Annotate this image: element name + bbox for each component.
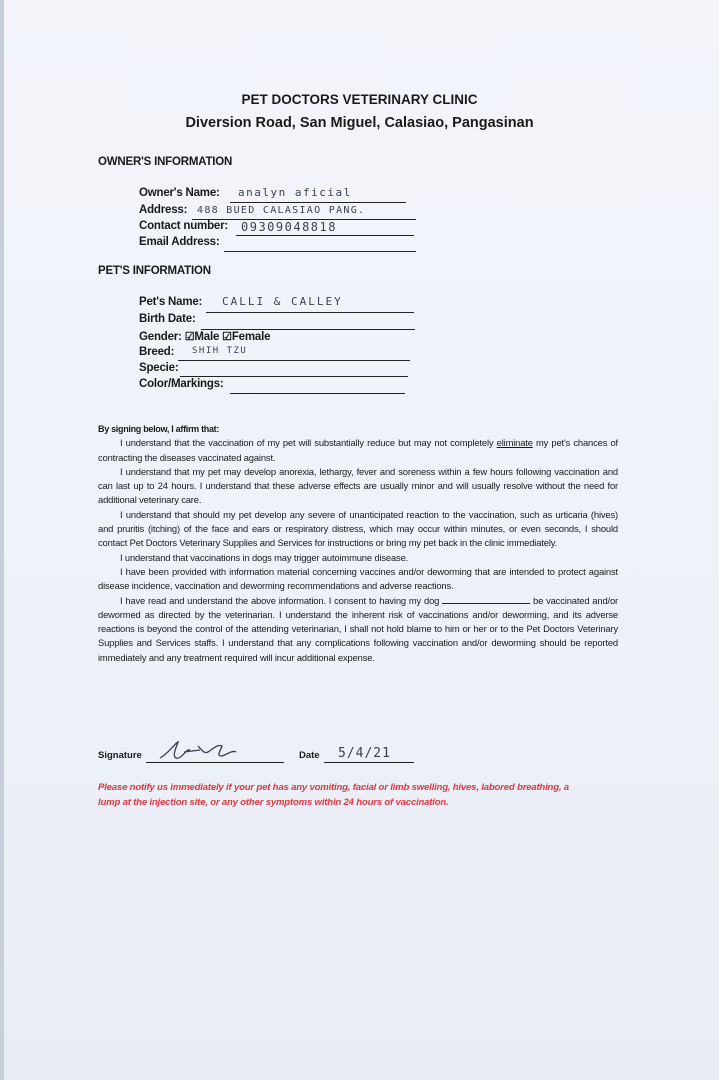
notice-text: Please notify us immediately if your pet has any vomiting, facial or limb swelling, hives, labored breathing, a lump at the injection site, or any other symptoms within 24 hours of vaccination. [98, 782, 569, 808]
birth-date-label: Birth Date: [139, 313, 196, 325]
consent-paragraph-2: I understand that my pet may develop anorexia, lethargy, fever and soreness within a few hours following vaccination and can last up to 24 hours. I understand that these adverse effects are usually minor and will usually resolve without the need for additional veterinary care. [98, 465, 618, 506]
consent-paragraph-5: I have been provided with information material concerning vaccines and/or deworming that are intended to protect against disease incidence, vaccination and deworming recommendations and adverse reactions. [98, 565, 618, 592]
color-markings-label: Color/Markings: [139, 378, 224, 390]
gender-female-label: Female [231, 331, 271, 343]
consent-paragraph-1: I understand that the vaccination of my pet will substantially reduce but may not completely eliminate my pet's chances of contracting the diseases vaccinated against. [98, 437, 618, 463]
address-label: Address: [139, 204, 188, 216]
clinic-address: Diversion Road, San Miguel, Calasiao, Pangasinan [185, 115, 534, 131]
contact-value: 09309048818 [241, 220, 337, 234]
male-checkbox-icon[interactable]: ☑ [184, 331, 195, 343]
consent-intro: By signing below, I affirm that: [98, 424, 220, 434]
email-label: Email Address: [139, 236, 220, 248]
owner-name-label: Owner's Name: [139, 187, 220, 199]
specie-label: Specie: [139, 362, 179, 374]
gender-row [139, 330, 270, 343]
date-label: Date [299, 750, 320, 761]
color-markings-field[interactable] [230, 379, 405, 394]
pet-name-label: Pet's Name: [139, 296, 203, 308]
consent-paragraph-4: I understand that vaccinations in dogs may trigger autoimmune disease. [120, 551, 409, 563]
page-edge [0, 0, 4, 1080]
date-value: 5/4/21 [338, 746, 391, 761]
consent-text [98, 422, 618, 665]
pet-section-heading: PET'S INFORMATION [98, 265, 211, 277]
contact-label: Contact number: [139, 220, 229, 232]
owner-section-heading: OWNER'S INFORMATION [98, 156, 233, 168]
signature-scribble [156, 738, 246, 764]
breed-value: SHIH TZU [192, 346, 248, 356]
birth-date-field[interactable] [201, 315, 415, 330]
gender-label: Gender: [139, 331, 182, 343]
owner-name-value: analyn aficial [238, 186, 352, 199]
address-value: 488 BUED CALASIAO PANG. [197, 205, 366, 216]
clinic-name: PET DOCTORS VETERINARY CLINIC [241, 92, 478, 107]
underlined-word: eliminate [496, 437, 533, 449]
pet-name-value: CALLI & CALLEY [222, 295, 343, 308]
gender-male-label: Male [194, 331, 220, 343]
consent-paragraph-6: I have read and understand the above information. I consent to having my dog be vaccinated and/or dewormed as directed by the veterinarian. I understand the inherent risk of vaccinations and/or deworming, and its adverse reactions is beyond the control of the attending veterinarian, I shall not hold blame to him or her or to the Pet Doctors Veterinary Supplies and Services staffs. I understand that any complications following vaccination and/or deworming should be reported immediately and any treatment required will incur additional expense. [98, 594, 618, 663]
dog-name-blank[interactable] [442, 594, 530, 604]
breed-label: Breed: [139, 346, 175, 358]
consent-paragraph-3: I understand that should my pet develop any severe of unanticipated reaction to the vaccination, such as urticaria (hives) and pruritis (itching) of the face and ears or respiratory distress, which may occur within minutes, or even seconds, I should contact Pet Doctors Veterinary Supplies and Services for instructions or bring my pet back in the clinic immediately. [98, 508, 618, 549]
email-field[interactable] [224, 237, 416, 252]
female-checkbox-icon[interactable]: ☑ [222, 331, 232, 343]
specie-field[interactable] [180, 362, 408, 377]
signature-label: Signature [98, 750, 142, 761]
